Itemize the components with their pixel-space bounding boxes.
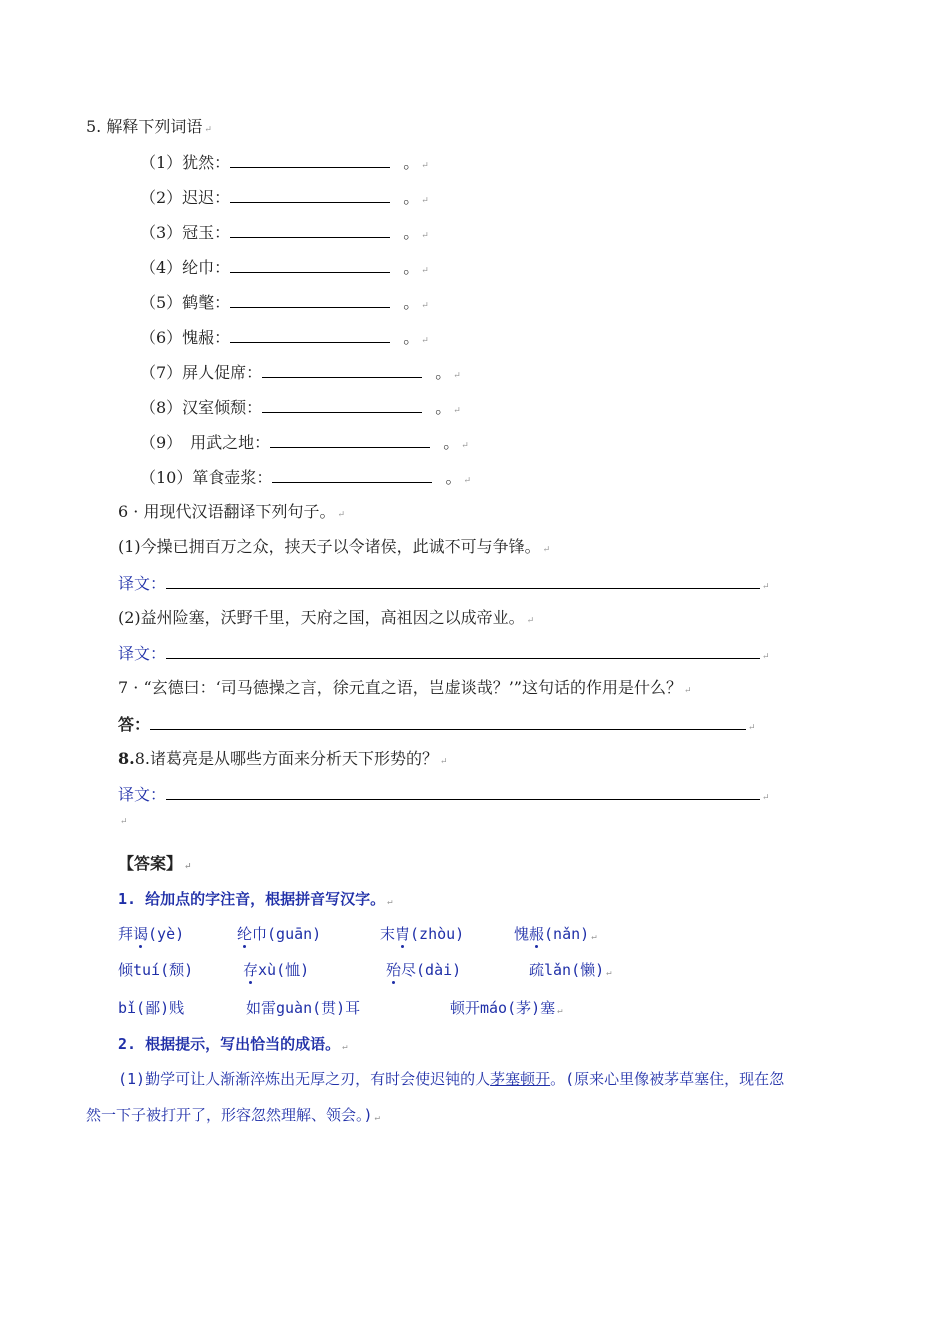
- q6-sentence-1: (1)今操已拥百万之众，挟天子以令诸侯，此诚不可与争锋。 ↵: [118, 537, 551, 556]
- q7-title: 7 · “玄德曰：‘司马德操之言，徐元直之语，岂虚谈哉？’”这句话的作用是什么？ ↵: [118, 678, 692, 697]
- q6-translation-1: 译文： ↵: [118, 574, 770, 593]
- q8-title: 8.8.诸葛亮是从哪些方面来分析天下形势的？ ↵: [118, 749, 448, 768]
- q5-item-7: （7）屏人促席： 。 ↵: [140, 363, 461, 382]
- q5-item-2: （2）迟迟： 。 ↵: [140, 188, 429, 207]
- q6-title: 6 · 用现代汉语翻译下列句子。 ↵: [118, 502, 345, 521]
- pinyin-item: 顿开máo(茅)塞 ↵: [450, 999, 563, 1017]
- pinyin-item: 纶巾(guān): [237, 925, 322, 943]
- translation-blank[interactable]: [166, 642, 760, 659]
- pinyin-item: 如雷guàn(贯)耳: [246, 999, 361, 1017]
- q5-item-1: （1）犹然： 。 ↵: [140, 153, 429, 172]
- answer-blank[interactable]: [230, 256, 390, 273]
- answer-blank[interactable]: [262, 396, 422, 413]
- answer-blank[interactable]: [272, 466, 432, 483]
- answer-blank[interactable]: [230, 151, 390, 168]
- q5-title: 5. 解释下列词语 ↵: [86, 117, 212, 136]
- idiom-answer: 茅塞顿开: [490, 1070, 551, 1088]
- q5-item-5: （5）鹤氅： 。 ↵: [140, 293, 429, 312]
- pinyin-item: 拜谒(yè): [118, 925, 185, 943]
- q5-item-3: （3）冠玉： 。 ↵: [140, 223, 429, 242]
- answer-2-paragraph-line-1: (1)勤学可让人渐渐淬炼出无厚之刃，有时会使迟钝的人茅塞顿开。(原来心里像被茅草塞住，现在忽: [118, 1070, 785, 1088]
- pinyin-item: 末胄(zhòu): [380, 925, 465, 943]
- q6-translation-2: 译文： ↵: [118, 644, 770, 663]
- answer-blank[interactable]: [230, 221, 390, 238]
- answer-2-paragraph-line-2: 然一下子被打开了，形容忽然理解、领会。) ↵: [86, 1106, 380, 1124]
- answer-blank[interactable]: [230, 326, 390, 343]
- answer-blank[interactable]: [150, 713, 746, 730]
- pinyin-item: 殆尽(dài): [386, 961, 462, 979]
- q5-item-9: （9） 用武之地： 。 ↵: [140, 433, 469, 452]
- answer-blank[interactable]: [270, 431, 430, 448]
- translation-blank[interactable]: [166, 783, 760, 800]
- answer-blank[interactable]: [230, 186, 390, 203]
- answer-blank[interactable]: [230, 291, 390, 308]
- q8-answer: 译文： ↵: [118, 785, 770, 804]
- translation-blank[interactable]: [166, 572, 760, 589]
- pinyin-item: bǐ(鄙)贱: [118, 999, 185, 1017]
- empty-paragraph: ↵: [120, 817, 128, 827]
- q5-item-10: （10）箪食壶浆： 。 ↵: [140, 468, 472, 487]
- pinyin-item: 存xù(恤): [243, 961, 310, 979]
- pinyin-item: 疏lǎn(懒) ↵: [529, 961, 612, 979]
- q6-sentence-2: (2)益州险塞，沃野千里，天府之国，高祖因之以成帝业。 ↵: [118, 608, 535, 627]
- answer-blank[interactable]: [262, 361, 422, 378]
- q5-item-8: （8）汉室倾颓： 。 ↵: [140, 398, 461, 417]
- q5-item-4: （4）纶巾： 。 ↵: [140, 258, 429, 277]
- answer-1-title: 1. 给加点的字注音，根据拼音写汉字。 ↵: [118, 890, 393, 908]
- pinyin-item: 倾tuí(颓): [118, 961, 194, 979]
- q5-item-6: （6）愧赧： 。 ↵: [140, 328, 429, 347]
- q7-answer: 答： ↵: [118, 715, 756, 734]
- answer-2-title: 2. 根据提示，写出恰当的成语。 ↵: [118, 1035, 348, 1053]
- answer-header: 【答案】 ↵: [118, 854, 192, 873]
- pinyin-item: 愧赧(nǎn) ↵: [514, 925, 597, 943]
